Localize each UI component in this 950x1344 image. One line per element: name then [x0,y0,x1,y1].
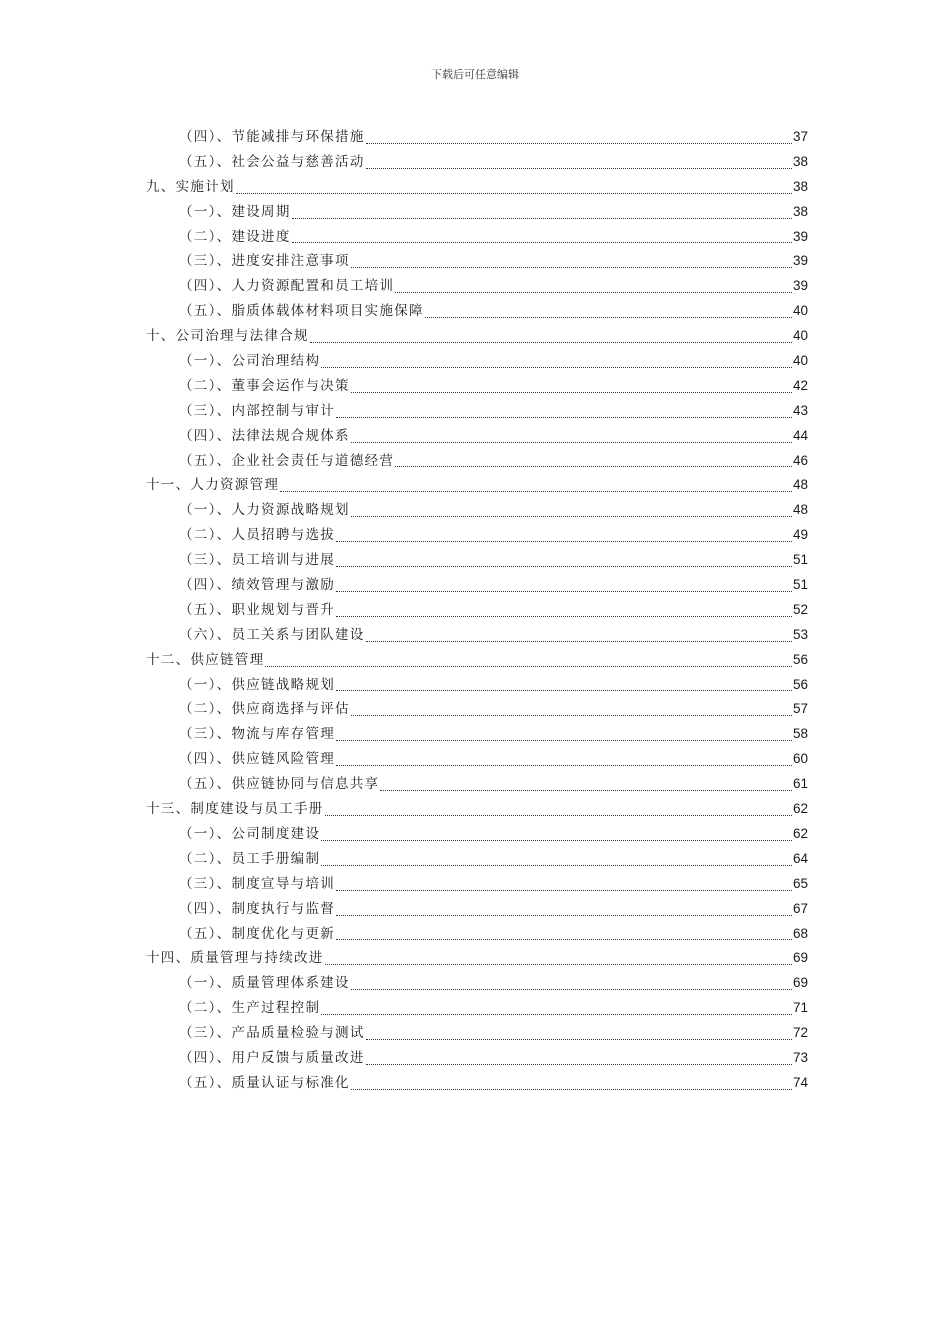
toc-section-entry[interactable] [146,772,808,797]
toc-dot-leader [321,839,792,841]
toc-entry-label: （五）、社会公益与慈善活动 [179,153,365,170]
toc-dot-leader [336,689,792,691]
toc-page-number: 72 [792,1025,808,1041]
toc-dot-leader [336,565,792,567]
toc-dot-leader [321,1013,792,1015]
toc-page-number: 71 [792,1000,808,1016]
toc-section-entry[interactable] [146,249,808,274]
toc-page-number: 38 [792,203,808,219]
toc-section-entry[interactable] [146,399,808,424]
toc-chapter-entry[interactable] [146,648,808,673]
toc-dot-leader [351,441,792,443]
toc-chapter-entry[interactable] [146,946,808,971]
toc-page-number: 56 [792,651,808,667]
toc-dot-leader [321,366,792,368]
toc-section-entry[interactable] [146,722,808,747]
toc-entry-label: （五）、职业规划与晋升 [179,601,336,618]
toc-dot-leader [351,266,792,268]
toc-dot-leader [380,789,792,791]
toc-dot-leader [292,217,792,219]
toc-entry-label: （四）、供应链风险管理 [179,751,336,768]
toc-section-entry[interactable] [146,125,808,150]
toc-page-number: 40 [792,353,808,369]
toc-section-entry[interactable] [146,200,808,225]
toc-entry-label: （二）、生产过程控制 [179,1000,321,1017]
toc-entry-label: （四）、人力资源配置和员工培训 [179,278,395,295]
toc-page-number: 49 [792,527,808,543]
toc-section-entry[interactable] [146,598,808,623]
toc-chapter-entry[interactable] [146,324,808,349]
toc-dot-leader [336,416,792,418]
toc-entry-label: （四）、绩效管理与激励 [179,577,336,594]
toc-page-number: 38 [792,178,808,194]
toc-page-number: 62 [792,825,808,841]
toc-dot-leader [321,864,792,866]
toc-section-entry[interactable] [146,573,808,598]
toc-entry-label: 十二、供应链管理 [146,651,265,668]
toc-section-entry[interactable] [146,449,808,474]
table-of-contents [146,125,808,1096]
toc-section-entry[interactable] [146,274,808,299]
toc-section-entry[interactable] [146,897,808,922]
toc-page-number: 61 [792,776,808,792]
toc-entry-label: 十四、质量管理与持续改进 [146,950,324,967]
toc-page-number: 39 [792,228,808,244]
toc-dot-leader [336,764,792,766]
toc-entry-label: （一）、质量管理体系建设 [179,975,350,992]
toc-dot-leader [336,590,792,592]
toc-section-entry[interactable] [146,996,808,1021]
toc-chapter-entry[interactable] [146,473,808,498]
toc-dot-leader [425,316,792,318]
toc-dot-leader [336,540,792,542]
toc-page-number: 56 [792,676,808,692]
toc-page-number: 51 [792,552,808,568]
toc-entry-label: （二）、人员招聘与选拔 [179,527,336,544]
toc-dot-leader [336,739,792,741]
toc-entry-label: （五）、企业社会责任与道德经营 [179,452,395,469]
toc-entry-label: （五）、质量认证与标准化 [179,1074,350,1091]
toc-dot-leader [236,192,792,194]
toc-entry-label: （二）、董事会运作与决策 [179,377,350,394]
toc-dot-leader [336,938,792,940]
toc-page-number: 43 [792,402,808,418]
toc-entry-label: （一）、建设周期 [179,203,291,220]
toc-page-number: 48 [792,502,808,518]
toc-entry-label: （三）、进度安排注意事项 [179,253,350,270]
toc-dot-leader [351,988,792,990]
toc-page-number: 60 [792,751,808,767]
toc-section-entry[interactable] [146,150,808,175]
toc-entry-label: （四）、用户反馈与质量改进 [179,1049,365,1066]
toc-dot-leader [265,665,792,667]
toc-page-number: 69 [792,975,808,991]
toc-entry-label: （二）、供应商选择与评估 [179,701,350,718]
toc-dot-leader [366,142,792,144]
toc-dot-leader [366,167,792,169]
toc-section-entry[interactable] [146,498,808,523]
toc-page-number: 48 [792,477,808,493]
toc-section-entry[interactable] [146,548,808,573]
toc-entry-label: （四）、制度执行与监督 [179,900,336,917]
toc-entry-label: （一）、公司制度建设 [179,825,321,842]
toc-section-entry[interactable] [146,872,808,897]
toc-dot-leader [325,963,792,965]
toc-page-number: 74 [792,1074,808,1090]
toc-section-entry[interactable] [146,922,808,947]
toc-section-entry[interactable] [146,349,808,374]
toc-page-number: 73 [792,1049,808,1065]
toc-section-entry[interactable] [146,847,808,872]
toc-entry-label: （一）、供应链战略规划 [179,676,336,693]
toc-page-number: 37 [792,129,808,144]
toc-dot-leader [325,814,792,816]
toc-section-entry[interactable] [146,523,808,548]
toc-dot-leader [351,515,792,517]
toc-page-number: 39 [792,253,808,269]
toc-section-entry[interactable] [146,299,808,324]
toc-entry-label: （四）、法律法规合规体系 [179,427,350,444]
toc-dot-leader [336,615,792,617]
toc-entry-label: 十三、制度建设与员工手册 [146,801,324,818]
toc-dot-leader [292,241,792,243]
toc-section-entry[interactable] [146,971,808,996]
toc-dot-leader [351,391,792,393]
toc-dot-leader [395,291,792,293]
toc-dot-leader [336,914,792,916]
toc-dot-leader [351,714,792,716]
toc-section-entry[interactable] [146,225,808,250]
toc-page-number: 52 [792,601,808,617]
toc-page-number: 62 [792,801,808,817]
toc-section-entry[interactable] [146,673,808,698]
toc-entry-label: （五）、制度优化与更新 [179,925,336,942]
toc-entry-label: （三）、产品质量检验与测试 [179,1025,365,1042]
toc-entry-label: （三）、制度宣导与培训 [179,875,336,892]
toc-chapter-entry[interactable] [146,175,808,200]
toc-dot-leader [310,341,792,343]
toc-page-number: 51 [792,577,808,593]
toc-page-number: 40 [792,328,808,344]
toc-entry-label: （五）、供应链协同与信息共享 [179,776,380,793]
toc-section-entry[interactable] [146,697,808,722]
toc-section-entry[interactable] [146,822,808,847]
toc-page-number: 64 [792,850,808,866]
toc-section-entry[interactable] [146,1021,808,1046]
page-header: 下载后可任意编辑 [431,68,519,81]
toc-entry-label: （三）、内部控制与审计 [179,402,336,419]
toc-dot-leader [366,640,792,642]
toc-section-entry[interactable] [146,623,808,648]
toc-page-number: 39 [792,278,808,294]
toc-page-number: 58 [792,726,808,742]
toc-dot-leader [366,1038,792,1040]
toc-page-number: 57 [792,701,808,717]
toc-dot-leader [366,1063,792,1065]
toc-page-number: 67 [792,900,808,916]
toc-page-number: 44 [792,427,808,443]
toc-section-entry[interactable] [146,747,808,772]
toc-page-number: 42 [792,377,808,393]
toc-entry-label: （三）、员工培训与进展 [179,552,336,569]
toc-chapter-entry[interactable] [146,797,808,822]
toc-entry-label: （三）、物流与库存管理 [179,726,336,743]
toc-page-number: 46 [792,452,808,468]
toc-section-entry[interactable] [146,1071,808,1096]
toc-page-number: 68 [792,925,808,941]
toc-entry-label: 九、实施计划 [146,178,235,195]
toc-entry-label: （二）、建设进度 [179,228,291,245]
toc-dot-leader [280,490,792,492]
toc-dot-leader [395,465,792,467]
toc-entry-label: （四）、节能减排与环保措施 [179,129,365,145]
toc-entry-label: （六）、员工关系与团队建设 [179,626,365,643]
toc-section-entry[interactable] [146,1046,808,1071]
toc-dot-leader [351,1088,792,1090]
toc-entry-label: 十、公司治理与法律合规 [146,328,309,345]
toc-entry-label: （五）、脂质体载体材料项目实施保障 [179,303,424,320]
toc-page-number: 40 [792,303,808,319]
toc-entry-label: 十一、人力资源管理 [146,477,280,494]
toc-entry-label: （二）、员工手册编制 [179,850,321,867]
toc-page-number: 65 [792,875,808,891]
toc-page-number: 69 [792,950,808,966]
toc-page-number: 38 [792,153,808,169]
toc-page-number: 53 [792,626,808,642]
toc-section-entry[interactable] [146,374,808,399]
toc-entry-label: （一）、公司治理结构 [179,353,321,370]
toc-section-entry[interactable] [146,424,808,449]
toc-dot-leader [336,889,792,891]
toc-entry-label: （一）、人力资源战略规划 [179,502,350,519]
